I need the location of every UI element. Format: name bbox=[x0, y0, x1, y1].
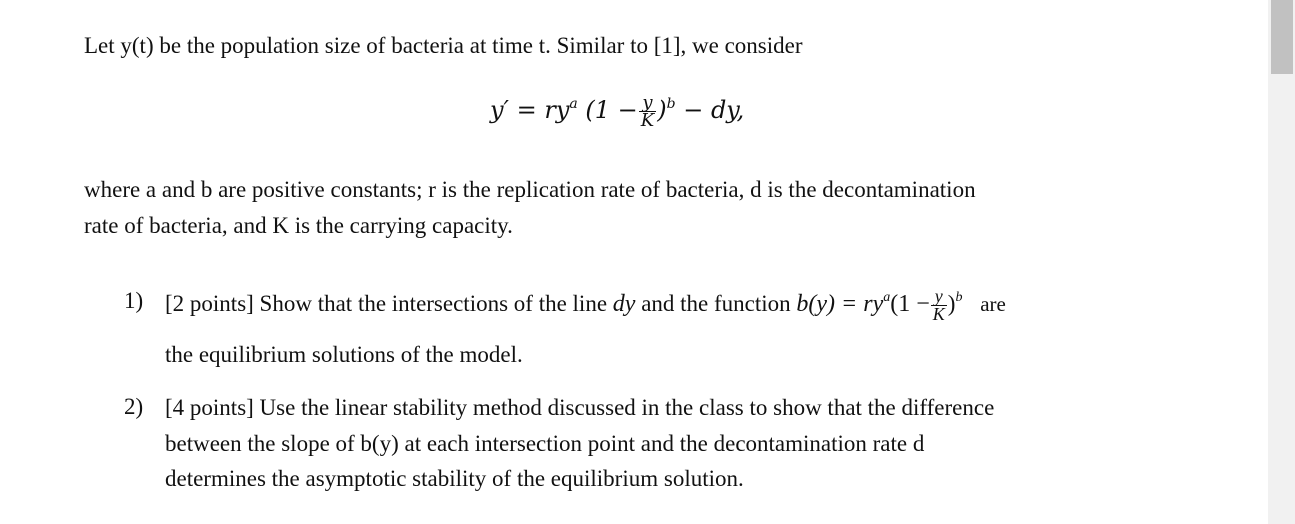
question-2-line-2: between the slope of b(y) at each intersection point and the decontamination rate d bbox=[165, 431, 925, 456]
vertical-scrollbar[interactable] bbox=[1268, 0, 1295, 524]
question-2-number: 2) bbox=[124, 394, 144, 419]
question-1-line-1: [2 points] Show that the intersections of the line dy and the function $b(y) = ry^a(1$ − $\frac{y}{K}$ )$^b$ are bbox=[165, 286, 1006, 324]
question-2-line-3: determines the asymptotic stability of the equilibrium solution. bbox=[165, 466, 744, 491]
model-equation: $y' = ry^a$ (1 − $\frac{y}{K}$ )$^b$ − dy, bbox=[490, 92, 745, 131]
intro-line-2: where a and b are positive constants; r is the replication rate of bacteria, d is the decontamination bbox=[84, 177, 976, 202]
question-2-line-1: [4 points] Use the linear stability method discussed in the class to show that the difference bbox=[165, 395, 995, 420]
intro-line-1: Let y(t) be the population size of bacteria at time t. Similar to [1], we consider bbox=[84, 33, 803, 58]
intro-line-3: rate of bacteria, and K is the carrying capacity. bbox=[84, 213, 513, 238]
question-1-number: 1) bbox=[124, 288, 144, 313]
question-1-line-2: the equilibrium solutions of the model. bbox=[165, 342, 523, 367]
scrollbar-thumb[interactable] bbox=[1271, 0, 1293, 74]
